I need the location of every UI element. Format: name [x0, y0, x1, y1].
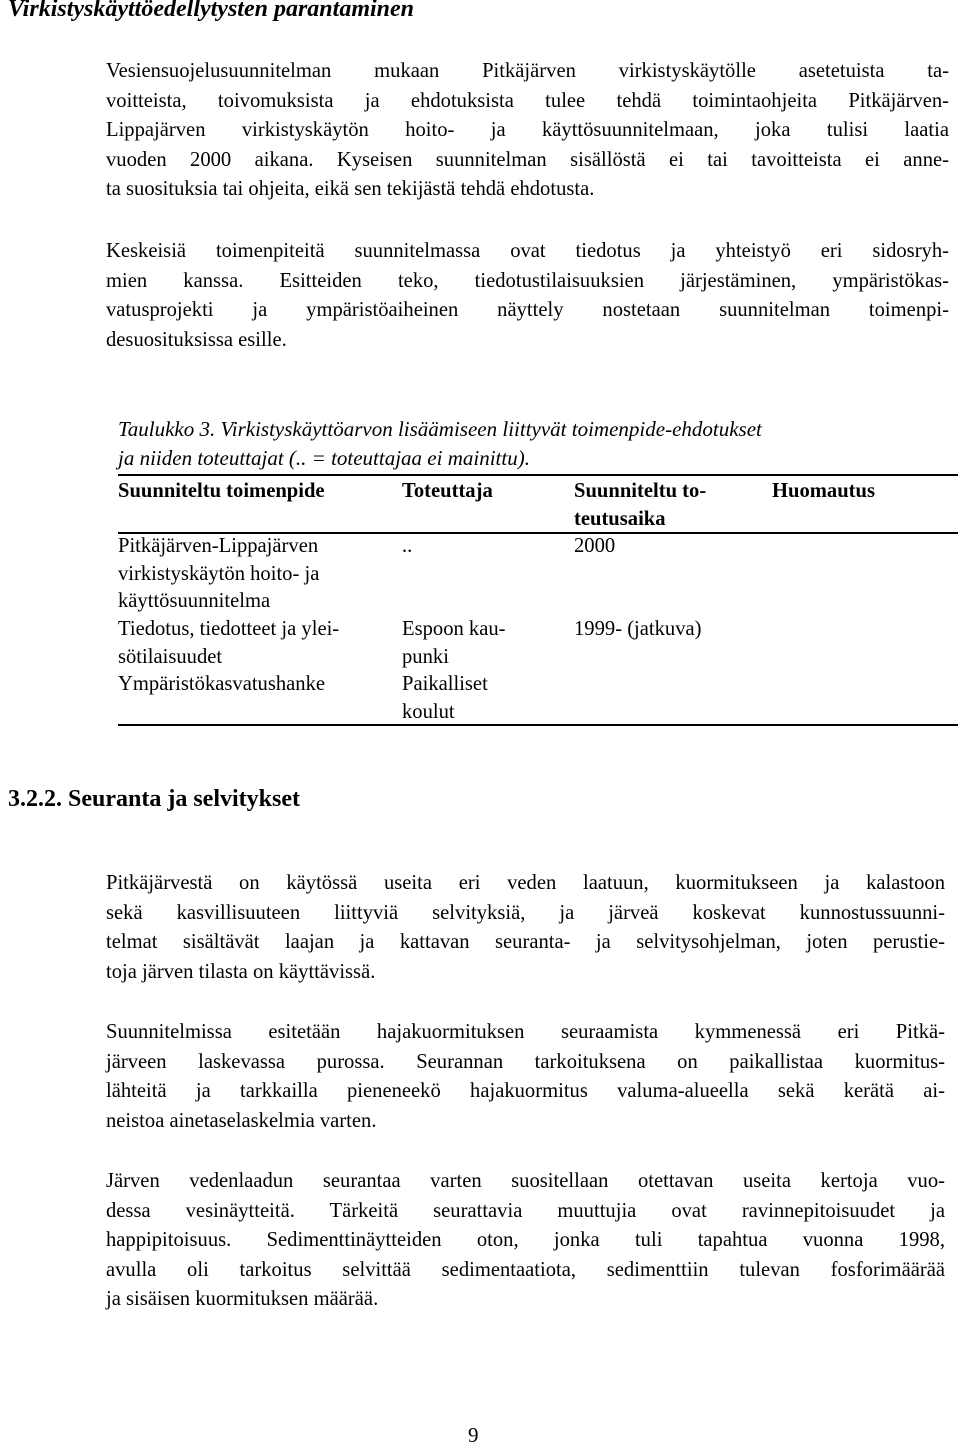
- text-line: Järven vedenlaadun seurantaa varten suositellaan otettavan useita kertoja vuo-: [106, 1170, 945, 1192]
- table-cell: [118, 533, 319, 616]
- cell-text: Tiedotus, tiedotteet ja ylei-: [118, 618, 340, 640]
- text-line: mien kanssa. Esitteiden teko, tiedotustilaisuuksien järjestäminen, ympäristökas-: [106, 269, 949, 292]
- table-header-cell: [772, 478, 875, 506]
- cell-text: Ympäristökasvatushanke: [118, 673, 326, 695]
- header-text: teutusaika: [574, 507, 666, 530]
- text-line: avulla oli tarkoitus selvittää sedimentaatiota, sedimenttiin tulevan fosforimäärää: [106, 1258, 945, 1281]
- text-line: desuosituksissa esille.: [106, 328, 287, 351]
- table-header-cell: [118, 478, 325, 506]
- caption-line: ja niiden toteuttajat (.. = toteuttajaa ei mainittu).: [118, 446, 530, 470]
- intro-paragraph-2: [106, 237, 949, 355]
- table-cell: [402, 533, 412, 561]
- cell-text: punki: [402, 645, 449, 668]
- table-caption: [118, 415, 762, 473]
- table-bottom-rule: [118, 724, 958, 726]
- header-text: Suunniteltu to-: [574, 480, 707, 502]
- cell-text: Pitkäjärven-Lippajärven: [118, 535, 319, 557]
- text-line: vatusprojekti ja ympäristöaiheinen näyttely nostetaan suunnitelman toimenpi-: [106, 299, 949, 321]
- table-cell: [574, 533, 615, 561]
- header-text: Suunniteltu toimenpide: [118, 480, 325, 502]
- text-line: Vesiensuojelusuunnitelman mukaan Pitkäjärven virkistyskäytölle asetetuista ta-: [106, 60, 949, 82]
- text-line: telmat sisältävät laajan ja kattavan seuranta- ja selvitysohjelman, joten perustie-: [106, 931, 945, 953]
- table-cell: [118, 616, 339, 671]
- body-paragraph-1: [106, 869, 945, 987]
- table-cell: [402, 616, 506, 671]
- table-cell: [402, 671, 488, 726]
- cell-text: Paikalliset: [402, 673, 488, 695]
- cell-text: 2000: [574, 535, 616, 557]
- cell-text: virkistyskäytön hoito- ja: [118, 562, 320, 585]
- text-line: Lippajärven virkistyskäytön hoito- ja käyttösuunnitelmaan, joka tulisi laatia: [106, 119, 949, 141]
- cell-text: Espoon kau-: [402, 618, 506, 640]
- table-cell: [118, 671, 325, 699]
- text-line: Suunnitelmissa esitetään hajakuormituksen seuraamista kymmenessä eri Pitkä-: [106, 1021, 945, 1043]
- table-header-cell: [402, 478, 493, 506]
- text-line: ta suosituksia tai ohjeita, eikä sen tekijästä tehdä ehdotusta.: [106, 178, 595, 200]
- table-cell: [574, 616, 702, 644]
- text-line: toja järven tilasta on käyttävissä.: [106, 960, 376, 983]
- text-line: dessa vesinäytteitä. Tärkeitä seurattavia muuttujia ovat ravinnepitoisuudet ja: [106, 1199, 945, 1222]
- cell-text: 1999- (jatkuva): [574, 618, 702, 640]
- text-line: järveen laskevassa purossa. Seurannan tarkoituksena on paikallistaa kuormitus-: [106, 1050, 945, 1073]
- subsection-title: 3.2.2. Seuranta ja selvitykset: [8, 786, 300, 812]
- text-line: Pitkäjärvestä on käytössä useita eri veden laatuun, kuormitukseen ja kalastoon: [106, 872, 945, 894]
- text-line: lähteitä ja tarkkailla pieneneekö hajakuormitus valuma-alueella sekä kerätä ai-: [106, 1080, 945, 1102]
- table-header-cell: [574, 478, 706, 533]
- text-line: Keskeisiä toimenpiteitä suunnitelmassa ovat tiedotus ja yhteistyö eri sidosryh-: [106, 240, 949, 262]
- header-text: Toteuttaja: [402, 480, 493, 502]
- text-line: neistoa ainetaselaskelmia varten.: [106, 1109, 377, 1132]
- cell-text: koulut: [402, 700, 455, 723]
- text-line: ja sisäisen kuormituksen määrää.: [106, 1288, 379, 1310]
- text-line: voitteista, toivomuksista ja ehdotuksista tulee tehdä toimintaohjeita Pitkäjärven-: [106, 89, 949, 112]
- cell-text: ..: [402, 535, 413, 557]
- section-heading: Virkistyskäyttöedellytysten parantaminen: [8, 0, 415, 22]
- header-text: Huomautus: [772, 480, 875, 502]
- cell-text: käyttösuunnitelma: [118, 590, 271, 612]
- caption-line: Taulukko 3. Virkistyskäyttöarvon lisäämiseen liittyvät toimenpide-ehdotukset: [118, 417, 762, 441]
- intro-paragraph-1: [106, 57, 949, 205]
- page-number: 9: [468, 1423, 479, 1447]
- text-line: sekä kasvillisuuteen liittyviä selvityksiä, ja järveä koskevat kunnostussuunni-: [106, 901, 945, 924]
- body-paragraph-3: [106, 1167, 945, 1315]
- body-paragraph-2: [106, 1018, 945, 1136]
- text-line: happipitoisuus. Sedimenttinäytteiden oton, jonka tuli tapahtua vuonna 1998,: [106, 1229, 945, 1251]
- table-top-rule: [118, 474, 958, 476]
- text-line: vuoden 2000 aikana. Kyseisen suunnitelman sisällöstä ei tai tavoitteista ei anne-: [106, 148, 949, 171]
- cell-text: sötilaisuudet: [118, 645, 223, 668]
